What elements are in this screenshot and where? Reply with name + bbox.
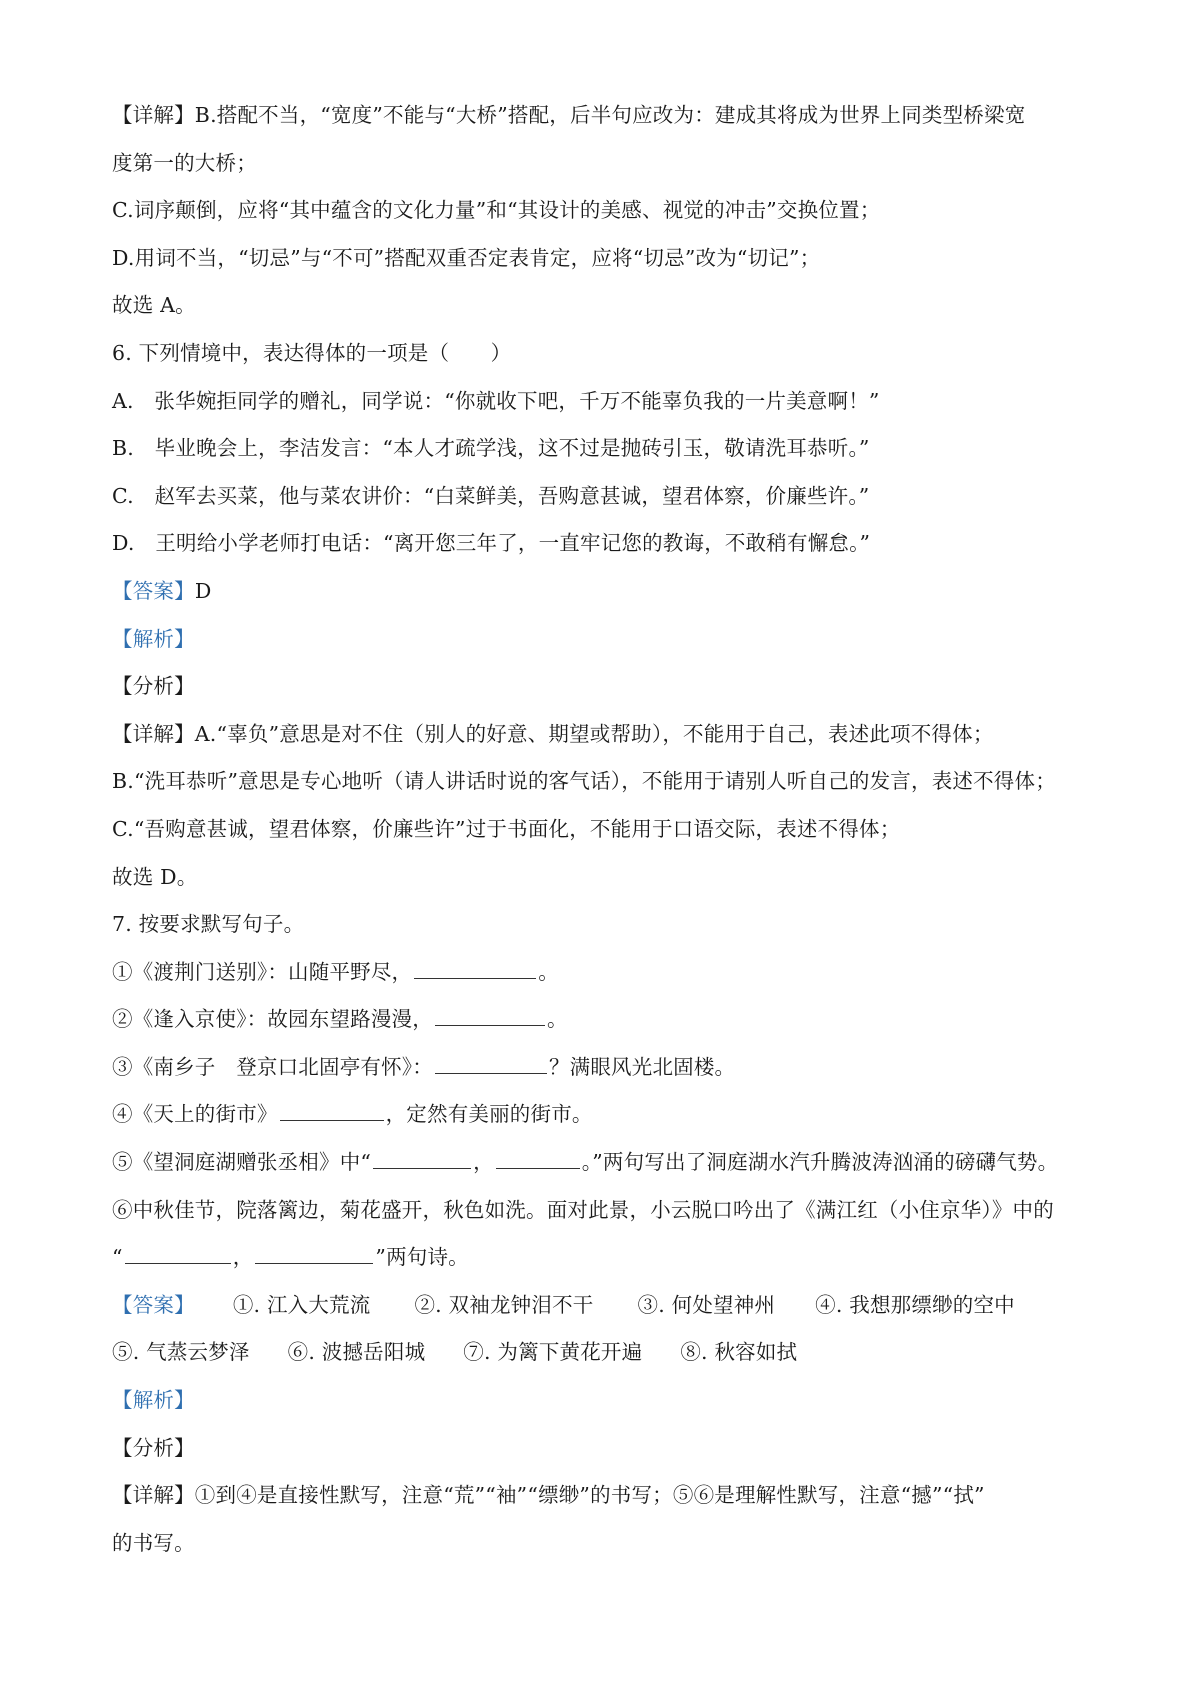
- q7-item-3-text: ③《南乡子 登京口北固亭有怀》：: [112, 1054, 433, 1079]
- answer-label: 【答案】: [112, 578, 195, 603]
- q7-answer-item: ⑦. 为篱下黄花开遍: [463, 1340, 643, 1365]
- q7-answer-item: ③. 何处望神州: [637, 1292, 776, 1317]
- q7-item-4: [112, 1091, 1102, 1139]
- q6-option-a: A. 张华婉拒同学的赠礼，同学说：“你就收下吧，千万不能辜负我的一片美意啊！”: [112, 388, 880, 413]
- q7-item-3: [112, 1044, 1102, 1092]
- q7-item-2: [112, 996, 1102, 1044]
- q7-item-3-end: ？满眼风光北固楼。: [548, 1054, 736, 1079]
- q7-answer-item: ⑧. 秋容如拭: [680, 1340, 798, 1365]
- q6-option-c: C. 赵军去买菜，他与菜农讲价：“白菜鲜美，吾购意甚诚，望君体察，价廉些许。”: [112, 483, 870, 508]
- fill-blank: [255, 1262, 373, 1264]
- q7-item-6-cont: [112, 1234, 1102, 1282]
- answer-value: D: [194, 578, 212, 603]
- q7-answer-item: ①. 江入大荒流: [232, 1292, 371, 1317]
- q7-fenxi-label: 【分析】: [112, 1435, 195, 1460]
- q7-item-2-text: ②《逢入京使》：故园东望路漫漫，: [112, 1007, 433, 1032]
- answer-label: 【答案】: [112, 1292, 195, 1317]
- q7-answer-item: ⑥. 波撼岳阳城: [287, 1340, 426, 1365]
- q7-answer-row-2: [112, 1329, 1102, 1377]
- q6-option-d: D. 王明给小学老师打电话：“离开您三年了，一直牢记您的教诲，不敢稍有懈怠。”: [112, 531, 871, 556]
- q7-stem: 7. 按要求默写句子。: [112, 912, 305, 937]
- q6-detail-line: 【详解】A.“辜负”意思是对不住（别人的好意、期望或帮助），不能用于自己，表述此项不得体；: [112, 721, 994, 746]
- fill-blank: [496, 1167, 580, 1169]
- q7-item-1-text: ①《渡荆门送别》：山随平野尽，: [112, 959, 413, 984]
- q7-item-6-end: ”两句诗。: [375, 1245, 469, 1270]
- document-page: [112, 92, 1102, 1567]
- fill-blank: [435, 1024, 545, 1026]
- q7-item-2-end: 。: [546, 1007, 568, 1032]
- fill-blank: [414, 977, 536, 979]
- q7-item-6-comma: ，: [232, 1245, 254, 1270]
- fill-blank: [435, 1072, 547, 1074]
- q5-conclusion: 故选 A。: [112, 293, 196, 318]
- fill-blank: [125, 1262, 231, 1264]
- q7-answer-item: ④. 我想那缥缈的空中: [815, 1292, 1015, 1317]
- q6-conclusion: 故选 D。: [112, 864, 198, 889]
- q6-detail-line: C.“吾购意甚诚，望君体察，价廉些许”过于书面化，不能用于口语交际，表述不得体；: [112, 816, 901, 841]
- q6-detail-line: B.“洗耳恭听”意思是专心地听（请人讲话时说的客气话），不能用于请别人听自己的发言，表述不得体；: [112, 769, 1056, 794]
- q7-item-5-text: ⑤《望洞庭湖赠张丞相》中“: [112, 1150, 372, 1175]
- q5-detail-line: 【详解】B.搭配不当，“宽度”不能与“大桥”搭配，后半句应改为：建成其将成为世界上同类型桥梁宽: [112, 103, 1026, 127]
- q7-item-5-end: 。”两句写出了洞庭湖水汽升腾波涛汹涌的磅礴气势。: [581, 1150, 1059, 1175]
- q6-fenxi-label: 【分析】: [112, 674, 195, 699]
- q6-stem: 6. 下列情境中，表达得体的一项是（ ）: [112, 340, 512, 365]
- q5-detail-line: 度第一的大桥；: [112, 150, 257, 175]
- q7-item-1: [112, 949, 1102, 997]
- q7-item-6: ⑥中秋佳节，院落篱边，菊花盛开，秋色如洗。面对此景，小云脱口吟出了《满江红（小住京华）》中的: [112, 1197, 1054, 1222]
- q7-item-5: [112, 1139, 1102, 1187]
- q7-detail-line: 【详解】①到④是直接性默写，注意“荒”“袖”“缥缈”的书写；⑤⑥是理解性默写，注意“撼”“拭”: [112, 1483, 985, 1508]
- q5-detail-line: D.用词不当，“切忌”与“不可”搭配双重否定表肯定，应将“切忌”改为“切记”；: [112, 245, 821, 270]
- q7-item-1-end: 。: [538, 959, 559, 984]
- q7-item-4-end: ，定然有美丽的街市。: [385, 1102, 593, 1127]
- q6-option-b: B. 毕业晚会上，李洁发言：“本人才疏学浅，这不过是抛砖引玉，敬请洗耳恭听。”: [112, 436, 870, 461]
- q7-item-6-open-quote: “: [112, 1245, 123, 1270]
- q5-detail-line: C.词序颠倒，应将“其中蕴含的文化力量”和“其设计的美感、视觉的冲击”交换位置；: [112, 198, 881, 223]
- fill-blank: [280, 1119, 384, 1121]
- q7-answer-row-1: [112, 1282, 1102, 1330]
- q7-item-4-text: ④《天上的街市》: [112, 1102, 278, 1127]
- q7-answer-item: ⑤. 气蒸云梦泽: [112, 1340, 250, 1365]
- fill-blank: [373, 1167, 471, 1169]
- q7-item-5-comma: ，: [473, 1150, 494, 1175]
- q7-analysis-label: 【解析】: [112, 1388, 195, 1413]
- q7-answer-item: ②. 双袖龙钟泪不干: [414, 1292, 594, 1317]
- q6-answer: [112, 568, 1102, 616]
- q6-analysis-label: 【解析】: [112, 626, 195, 651]
- q7-detail-line: 的书写。: [112, 1530, 195, 1555]
